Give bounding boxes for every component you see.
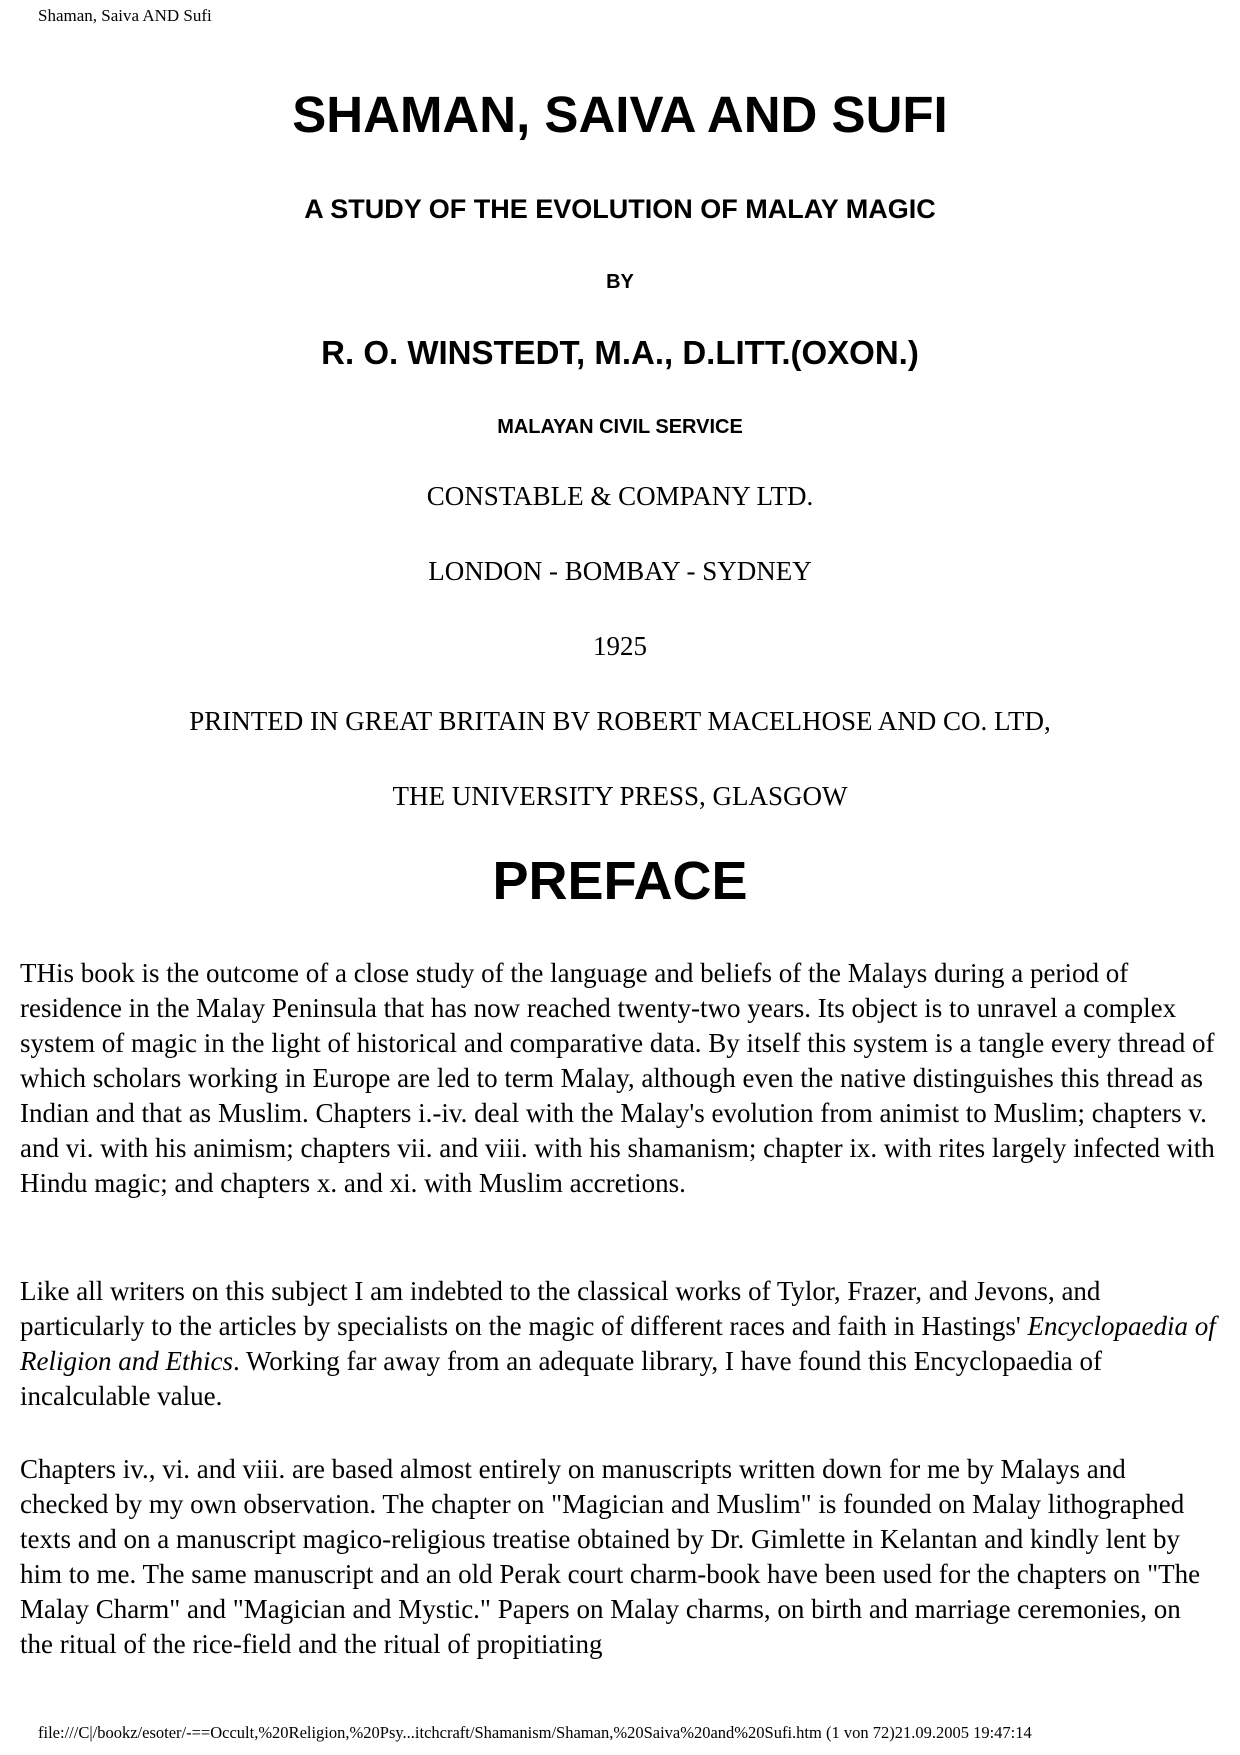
preface-paragraph-2-text-end: . Working far away from an adequate library, I have found this Encyclopaedia of incalculable value.	[20, 1346, 1102, 1411]
book-title: SHAMAN, SAIVA AND SUFI	[292, 86, 948, 143]
running-title: Shaman, Saiva AND Sufi	[38, 6, 212, 25]
encyclopaedia-title: Encyclopaedia of Religion and Ethics	[20, 1311, 1216, 1376]
author-name: R. O. WINSTEDT, M.A., D.LITT.(OXON.)	[321, 334, 919, 371]
preface-paragraph-2	[20, 1274, 1220, 1414]
file-path-footer: file:///C|/bookz/esoter/-==Occult,%20Religion,%20Psy...itchcraft/Shamanism/Shaman,%20Saiva%20and%20Sufi.htm (1 von 72)21.09.2005 19:47:14	[38, 1723, 1032, 1742]
preface-paragraph-1: THis book is the outcome of a close study of the language and beliefs of the Malays during a period of residence in the Malay Peninsula that has now reached twenty-two years. Its object is to unravel a complex system of magic in the light of historical and comparative data. By itself this system is a tangle every thread of which scholars working in Europe are led to term Malay, although even the native distinguishes this thread as Indian and that as Muslim. Chapters i.-iv. deal with the Malay's evolution from animist to Muslim; chapters v. and vi. with his animism; chapters vii. and viii. with his shamanism; chapter ix. with rites largely infected with Hindu magic; and chapters x. and xi. with Muslim accretions.	[20, 958, 1215, 1198]
book-subtitle: A STUDY OF THE EVOLUTION OF MALAY MAGIC	[304, 194, 936, 224]
press-line: THE UNIVERSITY PRESS, GLASGOW	[392, 781, 848, 811]
printer-line: PRINTED IN GREAT BRITAIN BV ROBERT MACELHOSE AND CO. LTD,	[189, 706, 1051, 736]
preface-heading: PREFACE	[492, 851, 748, 911]
preface-paragraph-3: Chapters iv., vi. and viii. are based almost entirely on manuscripts written down for me by Malays and checked by my own observation. The chapter on "Magician and Muslim" is founded on Malay lithographed texts and on a manuscript magico-religious treatise obtained by Dr. Gimlette in Kelantan and kindly lent by him to me. The same manuscript and an old Perak court charm-book have been used for the chapters on "The Malay Charm" and "Magician and Mystic." Papers on Malay charms, on birth and marriage ceremonies, on the ritual of the rice-field and the ritual of propitiating	[20, 1454, 1201, 1659]
by-line: BY	[606, 271, 634, 293]
publisher-cities: LONDON - BOMBAY - SYDNEY	[428, 556, 812, 586]
publication-year: 1925	[593, 631, 647, 661]
author-service: MALAYAN CIVIL SERVICE	[497, 416, 743, 438]
preface-paragraph-2-text: Like all writers on this subject I am indebted to the classical works of Tylor, Frazer, and Jevons, and particularly to the articles by specialists on the magic of different races and faith in Hastings'	[20, 1276, 1101, 1341]
publisher: CONSTABLE & COMPANY LTD.	[426, 481, 814, 511]
